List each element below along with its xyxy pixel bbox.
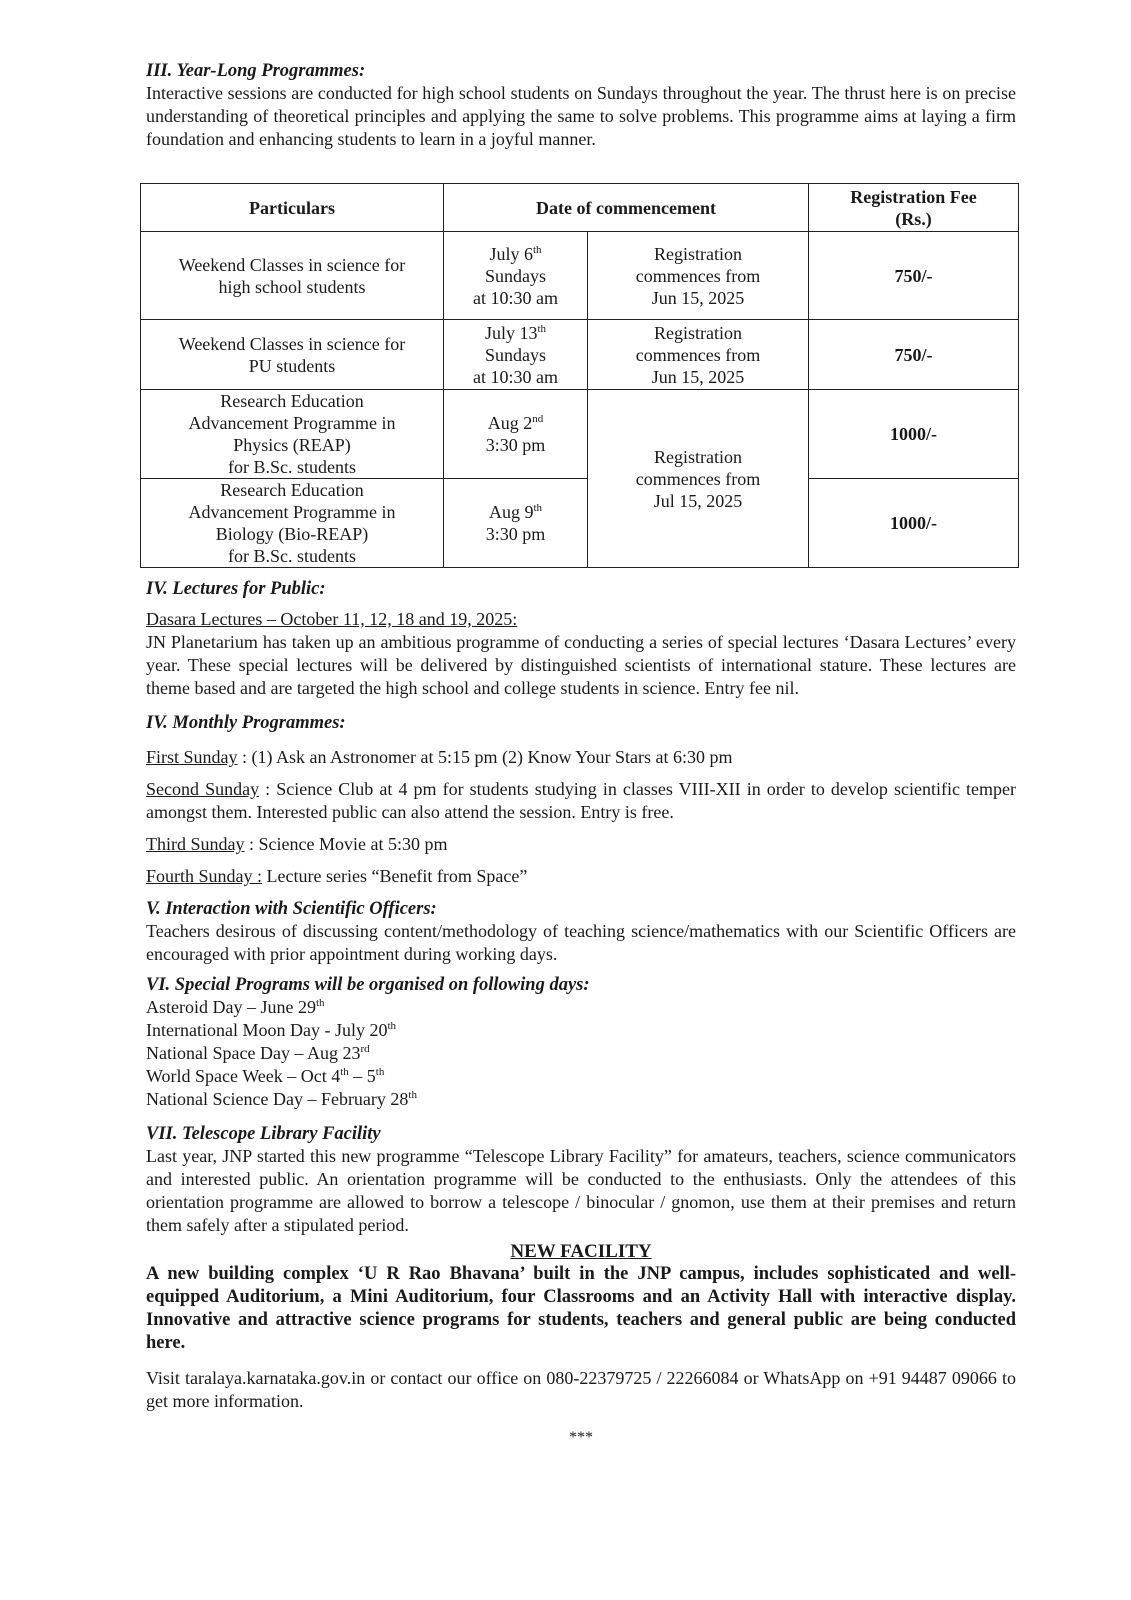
header-particulars: Particulars (141, 184, 444, 232)
registration-cell: Registration commences from Jun 15, 2025 (588, 232, 809, 320)
section-heading: IV. Monthly Programmes: (146, 713, 346, 733)
programme-table (140, 183, 1019, 568)
header-fee: Registration Fee (Rs.) (809, 184, 1019, 232)
list-item: International Moon Day - July 20th (146, 1020, 397, 1040)
fee-cell: 1000/- (809, 479, 1019, 568)
table-header-row (141, 184, 1019, 232)
date-cell: Aug 2nd 3:30 pm (444, 390, 588, 479)
table-row (141, 390, 1019, 479)
new-facility-body: A new building complex ‘U R Rao Bhavana’ built in the JNP campus, includes sophisticated and well-equipped Auditorium, a Mini Auditorium, four Classrooms and an Activity Hall with interactive display. Innovative and attractive science programs for students, teachers and general public are being conducted here. (146, 1264, 1016, 1353)
section-body: Last year, JNP started this new programme “Telescope Library Facility” for amateurs, teachers, science communicators and interested public. An orientation programme will be conducted to the enthusiasts. Only the attendees of this orientation programme are allowed to borrow a telescope / binocular / gnomon, use them at their premises and return them safely after a stipulated period. (146, 1146, 1016, 1235)
section-year-long (146, 60, 1016, 151)
section-heading: IV. Lectures for Public: (146, 579, 326, 599)
monthly-list (146, 746, 1016, 888)
special-days-list (146, 996, 1016, 1111)
particulars-cell: Research Education Advancement Programme in Physics (REAP) for B.Sc. students (141, 390, 444, 479)
list-item: Fourth Sunday : Lecture series “Benefit from Space” (146, 866, 528, 886)
end-mark: *** (569, 1429, 593, 1446)
list-item: Second Sunday : Science Club at 4 pm for students studying in classes VIII-XII in order to develop scientific temper amongst them. Interested public can also attend the session. Entry is free. (146, 779, 1016, 822)
section-body: JN Planetarium has taken up an ambitious programme of conducting a series of special lectures ‘Dasara Lectures’ every year. These special lectures will be delivered by distinguished scientists of international stature. These lectures are theme based and are targeted the high school and college students in science. Entry fee nil. (146, 632, 1016, 698)
list-item: National Space Day – Aug 23rd (146, 1043, 370, 1063)
section-body: Teachers desirous of discussing content/methodology of teaching science/mathematics with our Scientific Officers are encouraged with prior appointment during working days. (146, 921, 1016, 964)
lower-sections (146, 578, 1016, 1463)
section-heading: V. Interaction with Scientific Officers: (146, 899, 437, 919)
particulars-cell: Weekend Classes in science for PU students (141, 320, 444, 390)
fee-cell: 750/- (809, 232, 1019, 320)
table-row (141, 320, 1019, 390)
list-item: Asteroid Day – June 29th (146, 997, 325, 1017)
dasara-subheading: Dasara Lectures – October 11, 12, 18 and 19, 2025: (146, 609, 518, 629)
particulars-cell: Weekend Classes in science for high school students (141, 232, 444, 320)
header-date: Date of commencement (444, 184, 809, 232)
new-facility-title: NEW FACILITY (510, 1241, 652, 1262)
list-item: World Space Week – Oct 4th – 5th (146, 1066, 385, 1086)
list-item: Third Sunday : Science Movie at 5:30 pm (146, 834, 448, 854)
list-item: National Science Day – February 28th (146, 1089, 417, 1109)
table-row (141, 479, 1019, 568)
list-item: First Sunday : (1) Ask an Astronomer at 5:15 pm (2) Know Your Stars at 6:30 pm (146, 747, 733, 767)
date-cell: July 6th Sundays at 10:30 am (444, 232, 588, 320)
fee-cell: 750/- (809, 320, 1019, 390)
section-heading: VII. Telescope Library Facility (146, 1124, 381, 1144)
contact-info: Visit taralaya.karnataka.gov.in or contact our office on 080-22379725 / 22266084 or WhatsApp on +91 94487 09066 to get more information. (146, 1368, 1016, 1411)
particulars-cell: Research Education Advancement Programme in Biology (Bio-REAP) for B.Sc. students (141, 479, 444, 568)
registration-cell: Registration commences from Jul 15, 2025 (588, 390, 809, 568)
section-body: Interactive sessions are conducted for high school students on Sundays throughout the year. The thrust here is on precise understanding of theoretical principles and applying the same to solve problems. This programme aims at laying a firm foundation and enhancing students to learn in a joyful manner. (146, 83, 1016, 149)
section-heading: VI. Special Programs will be organised on following days: (146, 975, 590, 995)
registration-cell: Registration commences from Jun 15, 2025 (588, 320, 809, 390)
table-row (141, 232, 1019, 320)
date-cell: Aug 9th 3:30 pm (444, 479, 588, 568)
fee-cell: 1000/- (809, 390, 1019, 479)
date-cell: July 13th Sundays at 10:30 am (444, 320, 588, 390)
section-heading: III. Year-Long Programmes: (146, 61, 366, 81)
